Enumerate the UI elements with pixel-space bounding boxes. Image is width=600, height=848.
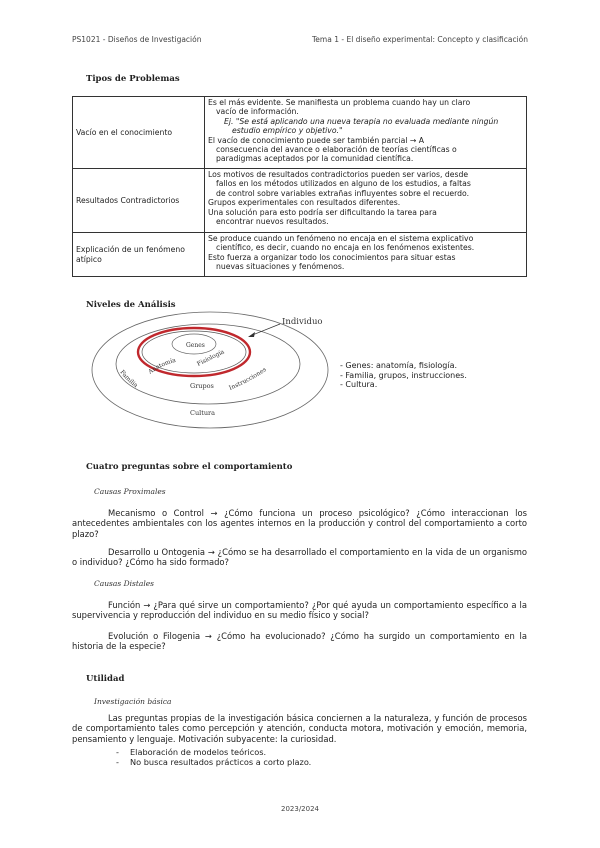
basica-p1: Las preguntas propias de la investigación básica conciernen a la naturaleza, y función de procesos de comportamiento tales como percepción y atención, conducta motora, motivación y emoción, memoria, pensamiento y lenguaje. Motivación subyacente: la curiosidad. — [72, 713, 527, 744]
problems-table — [72, 96, 527, 277]
header-right: Tema 1 - El diseño experimental: Concepto y clasificación — [312, 35, 529, 44]
list-item: - No busca resultados prácticos a corto plazo. — [116, 757, 312, 767]
header-left: PS1021 - Diseños de Investigación — [72, 35, 202, 44]
subsection-distales: Causas Distales — [94, 579, 155, 588]
problem-desc — [205, 97, 527, 169]
text-line: El vacío de conocimiento puede ser también parcial → A — [208, 135, 425, 145]
text-line: nuevas situaciones y fenómenos. — [216, 262, 345, 272]
label-instrucciones: Instrucciones — [228, 366, 268, 392]
problem-desc — [205, 233, 527, 277]
label-fisiologia: Fisiología — [195, 348, 226, 368]
text-line: Grupos experimentales con resultados diferentes. — [208, 198, 401, 208]
text-line: consecuencia del avance o elaboración de teorías científicas o — [216, 145, 457, 155]
text-line: estudio empírico y objetivo." — [232, 126, 343, 136]
distales-p2: Evolución o Filogenia → ¿Cómo ha evolucionado? ¿Cómo ha surgido un comportamiento en la historia de la especie? — [72, 631, 527, 652]
subsection-basica: Investigación básica — [94, 697, 172, 706]
text-line: fallos en los métodos utilizados en alguno de los estudios, a faltas — [216, 179, 471, 189]
list-item: - Elaboración de modelos teóricos. — [116, 747, 267, 757]
list-item-text: No busca resultados prácticos a corto plazo. — [130, 757, 312, 767]
problem-desc — [205, 169, 527, 233]
text-line: encontrar nuevos resultados. — [216, 217, 329, 227]
text-line: científico, es decir, cuando no encaja en los fenómenos existentes. — [216, 243, 475, 253]
problem-label: Resultados Contradictorios — [73, 169, 205, 233]
distales-p1: Función → ¿Para qué sirve un comportamiento? ¿Por qué ayuda un comportamiento específico a la supervivencia y reproducción del individuo en su medio físico y social? — [72, 600, 527, 621]
list-item: - Genes: anatomía, fisiología. — [340, 361, 458, 370]
text-line: Se produce cuando un fenómeno no encaja en el sistema explicativo — [208, 234, 474, 243]
list-item: - Cultura. — [340, 380, 378, 390]
arrow-head-icon — [248, 332, 255, 337]
section-cuatro: Cuatro preguntas sobre el comportamiento — [86, 462, 293, 472]
label-cultura: Cultura — [190, 409, 216, 417]
text-line: Los motivos de resultados contradictorios pueden ser varios, desde — [208, 170, 469, 179]
text-line: de control sobre variables extrañas influyentes sobre el recuerdo. — [216, 188, 470, 198]
levels-diagram — [90, 308, 350, 430]
label-individuo: Individuo — [282, 317, 323, 327]
section-tipos: Tipos de Problemas — [86, 74, 180, 84]
proximales-p1: Mecanismo o Control → ¿Cómo funciona un proceso psicológico? ¿Cómo interaccionan los antecedentes ambientales con los agentes internos en la producción y control del comportamiento a corto plazo? — [72, 508, 527, 539]
label-familia: Familia — [118, 368, 139, 390]
text-line: Es el más evidente. Se manifiesta un problema cuando hay un claro — [208, 98, 471, 107]
label-grupos: Grupos — [190, 382, 214, 390]
proximales-p2: Desarrollo u Ontogenia → ¿Cómo se ha desarrollado el comportamiento en la vida de un organismo o individuo? ¿Cómo ha sido formado? — [72, 547, 527, 568]
text-line: Una solución para esto podría ser dificultando la tarea para — [208, 207, 437, 217]
section-niveles: Niveles de Análisis — [86, 300, 176, 310]
problem-label: Explicación de un fenómeno atípico — [73, 233, 205, 277]
section-utilidad: Utilidad — [86, 674, 125, 684]
diagram-legend — [340, 361, 467, 390]
table-row — [73, 169, 527, 233]
text-line: Esto fuerza a organizar todo los conocimientos para situar estas — [208, 252, 456, 262]
footer-year: 2023/2024 — [281, 805, 319, 813]
problem-label: Vacío en el conocimiento — [73, 97, 205, 169]
list-item: - Familia, grupos, instrucciones. — [340, 370, 467, 380]
basica-list — [116, 747, 311, 767]
table-row — [73, 97, 527, 169]
table-row — [73, 233, 527, 277]
text-line: Ej. "Se está aplicando una nueva terapia no evaluada mediante ningún — [224, 116, 499, 126]
subsection-proximales: Causas Proximales — [94, 487, 166, 496]
label-genes: Genes — [186, 342, 205, 349]
list-item-text: Elaboración de modelos teóricos. — [130, 747, 267, 757]
text-line: vacío de información. — [216, 107, 299, 117]
label-anatomia: Anatomía — [147, 356, 177, 376]
text-line: paradigmas aceptados por la comunidad científica. — [216, 154, 414, 164]
